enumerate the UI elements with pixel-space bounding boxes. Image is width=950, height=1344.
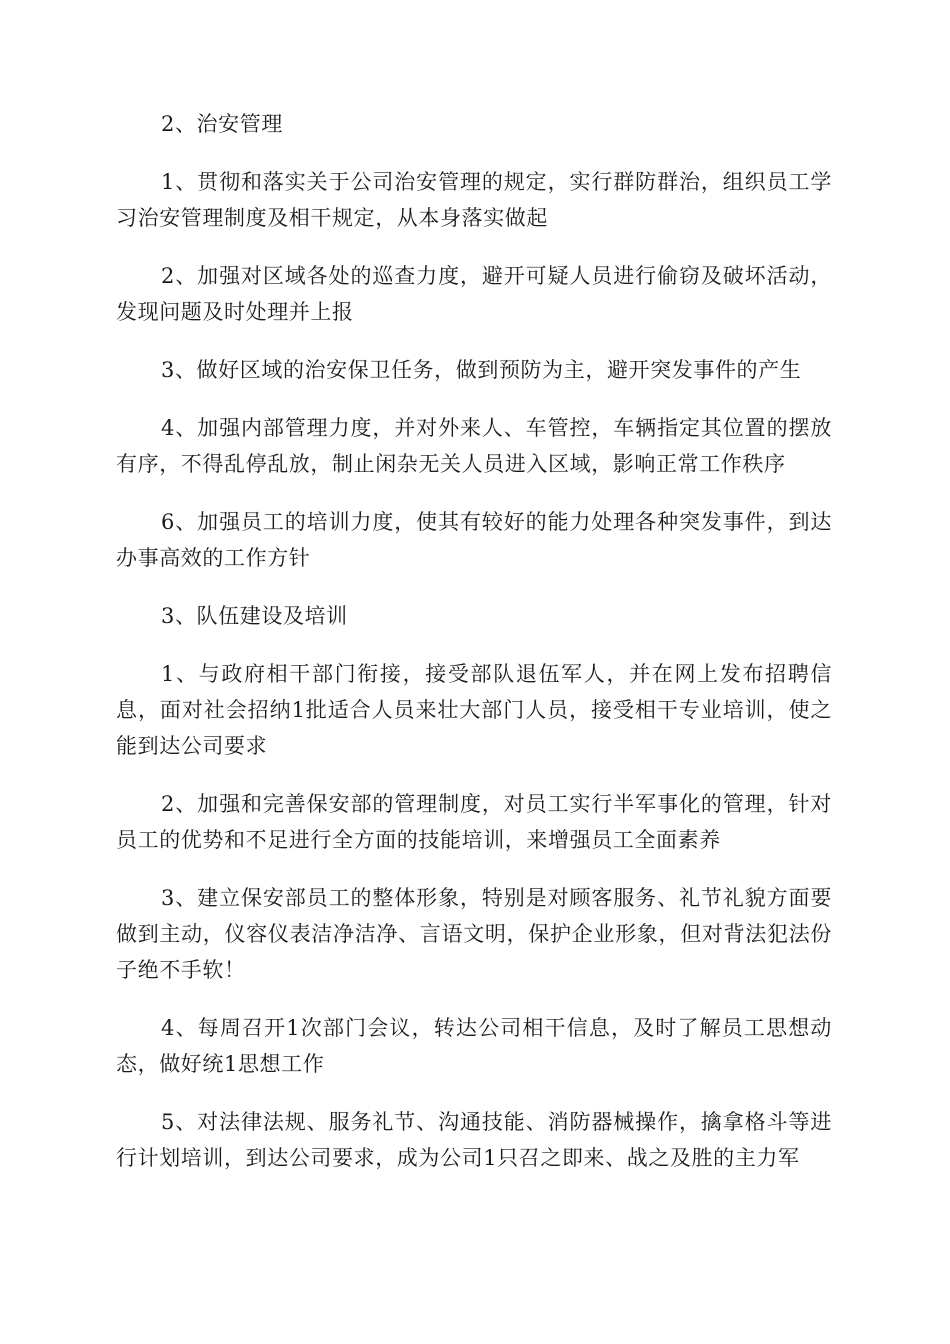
paragraph: 6、加强员工的培训力度，使其有较好的能力处理各种突发事件，到达办事高效的工作方针 — [116, 510, 832, 570]
document-body — [116, 106, 832, 1198]
paragraph: 3、建立保安部员工的整体形象，特别是对顾客服务、礼节礼貌方面要做到主动，仪容仪表洁净洁净、言语文明，保护企业形象，但对背法犯法份子绝不手软！ — [116, 886, 832, 982]
paragraph: 4、加强内部管理力度，并对外来人、车管控，车辆指定其位置的摆放有序，不得乱停乱放，制止闲杂无关人员进入区域，影响正常工作秩序 — [116, 416, 832, 476]
paragraph: 1、与政府相干部门衔接，接受部队退伍军人，并在网上发布招聘信息，面对社会招纳1批适合人员来壮大部门人员，接受相干专业培训，使之能到达公司要求 — [116, 662, 832, 758]
paragraph: 2、加强和完善保安部的管理制度，对员工实行半军事化的管理，针对员工的优势和不足进行全方面的技能培训，来增强员工全面素养 — [116, 792, 832, 852]
paragraph: 4、每周召开1次部门会议，转达公司相干信息，及时了解员工思想动态，做好统1思想工作 — [116, 1016, 832, 1076]
paragraph: 1、贯彻和落实关于公司治安管理的规定，实行群防群治，组织员工学习治安管理制度及相干规定，从本身落实做起 — [116, 170, 832, 230]
paragraph: 2、加强对区域各处的巡查力度，避开可疑人员进行偷窃及破坏活动，发现问题及时处理并上报 — [116, 264, 832, 324]
paragraph: 3、做好区域的治安保卫任务，做到预防为主，避开突发事件的产生 — [161, 358, 802, 382]
paragraph: 5、对法律法规、服务礼节、沟通技能、消防器械操作，擒拿格斗等进行计划培训，到达公司要求，成为公司1只召之即来、战之及胜的主力军 — [116, 1110, 832, 1170]
section-heading-public-security: 2、治安管理 — [161, 112, 283, 136]
section-heading-team-training: 3、队伍建设及培训 — [161, 604, 348, 628]
